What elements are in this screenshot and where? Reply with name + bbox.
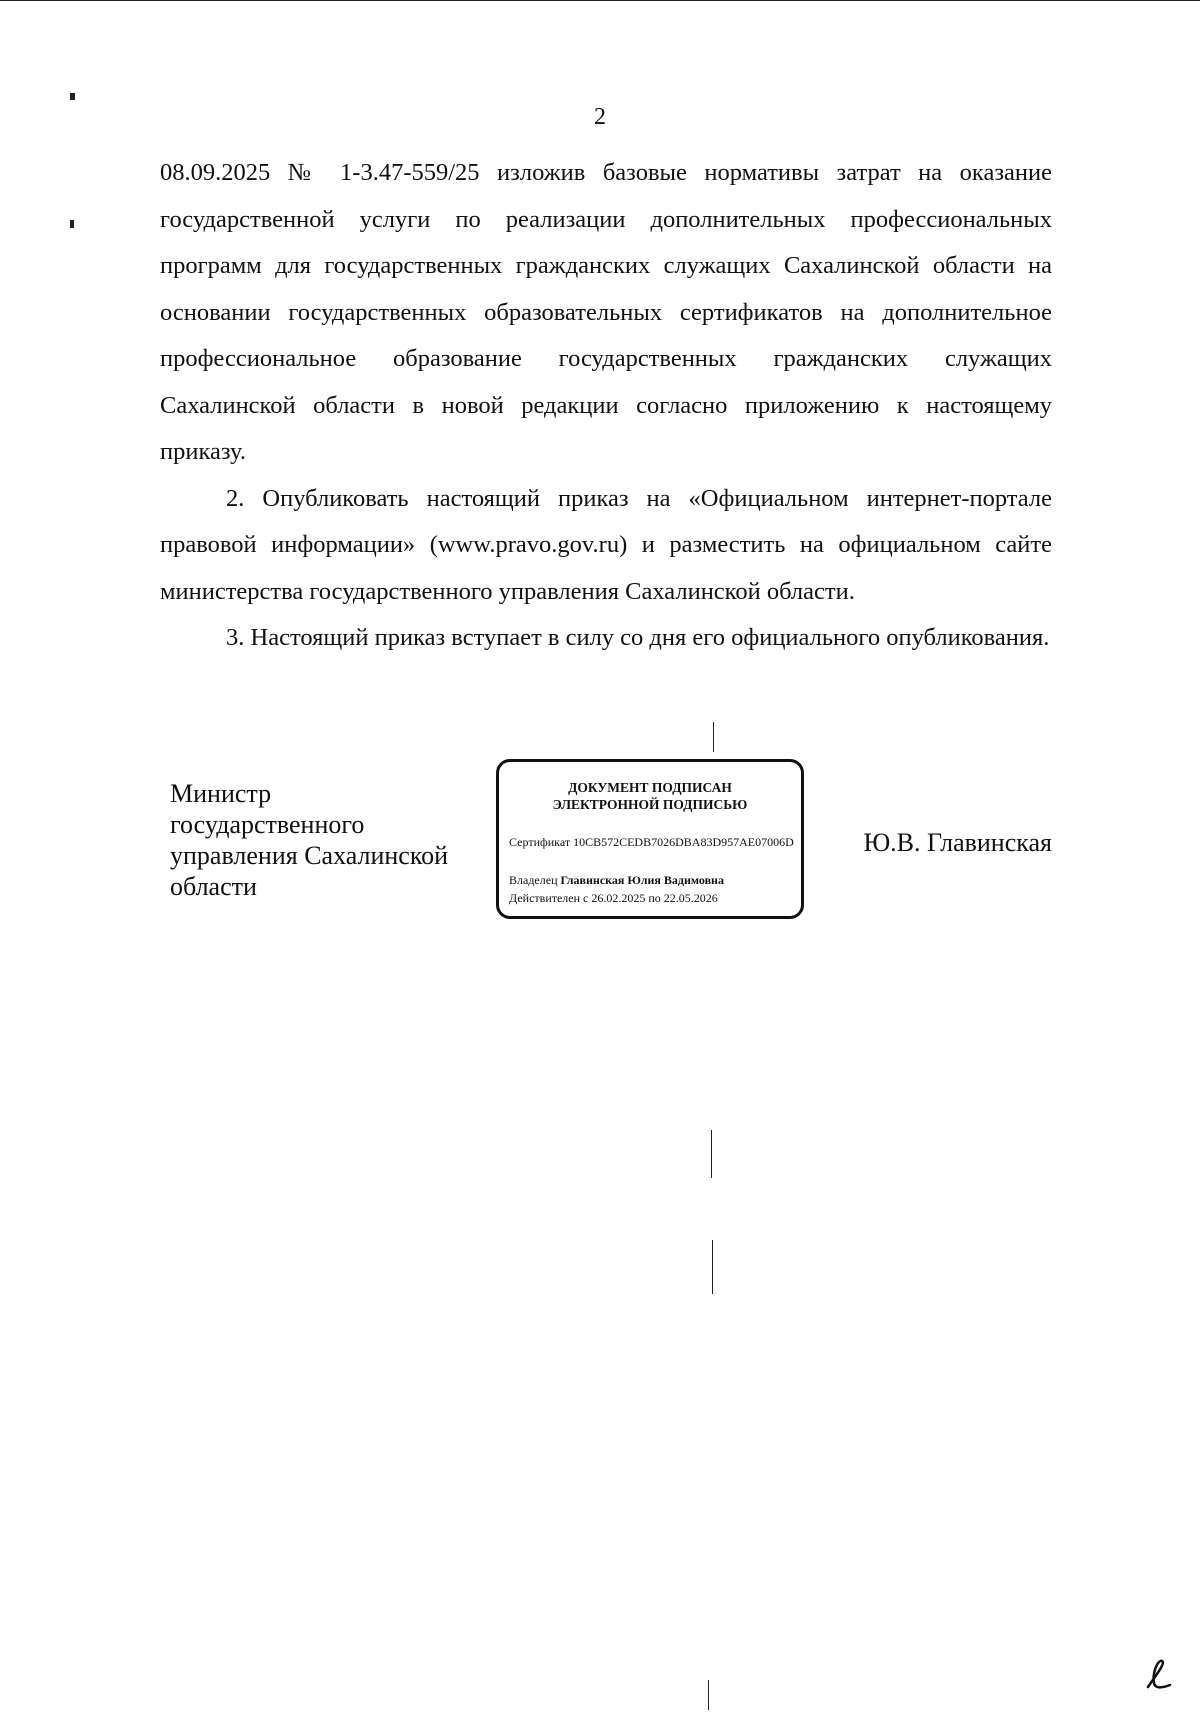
scan-line [712, 1240, 713, 1294]
stamp-title [499, 779, 801, 813]
position-line: Министр [170, 779, 272, 808]
document-body [160, 150, 1052, 662]
stamp-owner [509, 872, 724, 888]
signer-name: Ю.В. Главинская [863, 828, 1052, 857]
scan-line [708, 1680, 709, 1710]
stamp-certificate [509, 834, 799, 850]
stamp-title-line: ЭЛЕКТРОННОЙ ПОДПИСЬЮ [552, 797, 748, 812]
position-line: управления Сахалинской [170, 841, 449, 870]
position-line: государственного [170, 810, 365, 839]
scan-line [713, 722, 714, 752]
certificate-label: Сертификат [509, 835, 571, 849]
owner-value: Главинская Юлия Вадимовна [560, 873, 724, 887]
page-number: 2 [594, 104, 606, 130]
paragraph-2-publication: 2. Опубликовать настоящий приказ на «Официальном интернет-портале правовой информации» (www.pravo.gov.ru) и разместить на официальном сайте министерства государственного управления Сахалинской области. [160, 484, 1052, 605]
scan-dot [70, 93, 75, 100]
scan-line [711, 1130, 712, 1178]
electronic-signature-stamp [496, 759, 804, 919]
handwritten-page-mark [1138, 1655, 1178, 1695]
position-line: области [170, 872, 257, 901]
stamp-validity: Действителен с 26.02.2025 по 22.05.2026 [509, 891, 718, 905]
stamp-title-line: ДОКУМЕНТ ПОДПИСАН [568, 780, 732, 795]
owner-label: Владелец [509, 873, 558, 887]
paragraph-1-continuation: 08.09.2025 № 1-3.47-559/25 изложив базовые нормативы затрат на оказание государственной услуги по реализации дополнительных профессиональных программ для государственных гражданских служащих Сахалинской области на основании государственных образовательных сертификатов на дополнительное профессиональное образование государственных гражданских служащих Сахалинской области в новой редакции согласно приложению к настоящему приказу. [160, 159, 1052, 465]
scan-line [0, 0, 1200, 1]
paragraph-3-effective-date: 3. Настоящий приказ вступает в силу со дня его официального опубликования. [226, 624, 1050, 651]
scan-dot [70, 220, 74, 228]
signatory-position [170, 778, 470, 902]
certificate-value: 10CB572CEDB7026DBA83D957AE07006D [573, 835, 794, 849]
